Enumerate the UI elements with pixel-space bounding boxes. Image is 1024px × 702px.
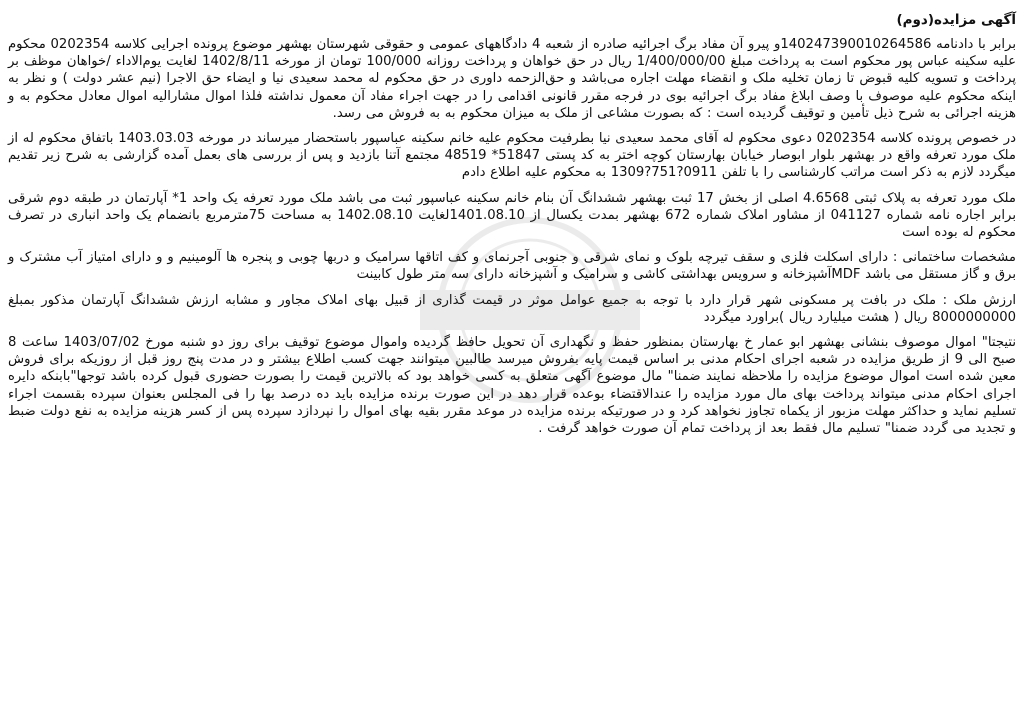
paragraph-property-value: ارزش ملک : ملک در بافت پر مسکونی شهر قرار دارد با توجه به جمیع عوامل موثر در قیمت گذاری از قبیل بهای املاک مجاور و مشابه ارزش ششدانگ آپارتمان مذکور بمبلغ 8000000000 ریال ( هشت میلیارد ریال )براورد میگردد <box>8 292 1016 325</box>
paragraph-auction-terms: نتیجتا" اموال موصوف بنشانی بهشهر ابو عمار خ بهارستان بمنظور حفظ و نگهداری آن تحویل حافظ گردیده واموال موضوع توقیف برای روز دو شنبه مورخ 1403/07/02 ساعت 8 صبح الی 9 از طریق مزایده در شعبه اجرای احکام مدنی بر اساس قیمت پایه بفروش میرسد طالبین میتوانند جهت کسب اطلاع بیشتر و در مدت پنج روز قبل از روزیکه برای فروش معین شده است اموال موضوع مزایده را ملاحظه نمایند ضمنا" مال موضوع آگهی متعلق به کسی خواهد بود که بالاترین قیمت را بصورت حضوری قبول کرده باشد توجها"بابنکه دایره اجرای احکام مدنی میتواند پرداخت بهای مال مورد مزایده را عندالاقتضاء بوعده قرار دهد در این صورت برنده مزایده باید ده درصد بها را فی المجلس بعنوان سپرده بقسمت اجراء تسلیم نماید و حداکثر مهلت مزبور از یکماه تجاوز نخواهد کرد و در صورتیکه برنده مزایده در موعد مقرر بقیه بهای اموال را نپردازد سپرده پس از کسر هزینه مزایده به نفع دولت ضبط و تجدید می گردد ضمنا" تسلیم مال فقط بعد از پرداخت تمام آن صورت خواهد گرفت . <box>8 335 1016 437</box>
paragraph-verdict: برابر با دادنامه 140247390010264586و پیرو آن مفاد برگ اجرائیه صادره از شعبه 4 دادگاههای عمومی و حقوقی شهرستان بهشهر موضوع پرونده اجرایی کلاسه 0202354 محکوم علیه سکینه عباس پور محکوم است به پرداخت مبلغ 1/400/000/00 ریال در حق خواهان و پرداخت روزانه 100/000 تومان از مورخه 1402/8/11 لغایت یوم‌الاداء /خواهان موظف بر پرداخت و تسویه کلیه قبوض تا زمان تخلیه ملک و انقضاء مهلت اجاره می‌باشد و حق‌الزحمه داوری در حق محکوم له محمد سعیدی نیا و ایضاء حق الاجرا (نیم عشر دولت ) و نظر به اینکه محکوم علیه موصوف با وصف ابلاغ مفاد برگ اجرائیه بوی در فرجه مقرر قانونی اقدامی را در جهت اجراء مفاد آن معمول نداشته فلذا اموال مشارالیه اموال معادل محکوم به و هزینه اجرائی به شرح ذیل تأمین و توقیف گردیده است : که بصورت مشاعی از ملک به میزان محکوم به به فروش می رسد. <box>8 37 1016 121</box>
paragraph-building-specs: مشخصات ساختمانی : دارای اسکلت فلزی و سقف تیرچه بلوک و نمای شرقی و جنوبی آجرنمای و کف اتاقها سرامیک و دربها چوبی و پنجره ها آلومینیم و و دارای امتیاز آب مشترک و برق و گاز مستقل می باشد MDFآشپزخانه و سرویس بهداشتی کاشی و سرامیک و آشپزخانه دارای سه متر طول کابینت <box>8 250 1016 283</box>
paragraph-property-description: ملک مورد تعرفه به پلاک ثبتی 4.6568 اصلی از بخش 17 ثبت بهشهر ششدانگ آن بنام خانم سکینه عباسپور ثبت می باشد ملک مورد تعرفه یک واحد 1* آپارتمان در طبقه دوم شرقی برابر اجاره نامه شماره 041127 از مشاور املاک شماره 672 بهشهر بمدت یکسال از 1401.08.10لغایت 1402.08.10 به مساحت 75مترمربع بانضمام یک واحد انباری در تصرف محکوم له بوده است <box>8 190 1016 241</box>
notice-title: آگهی مزایده(دوم) <box>896 12 1016 28</box>
paragraph-case-visit: در خصوص پرونده کلاسه 0202354 دعوی محکوم له آقای محمد سعیدی نیا بطرفیت محکوم علیه خانم سکینه عباسپور باستحضار میرساند در مورخه 1403.03.03 باتفاق محکوم له از ملک مورد تعرفه واقع در بهشهر بلوار ابوصار خیابان بهارستان کوچه اختر به کد پستی 51847* 48519 مجتمع آتنا بازدید و پس از بررسی های بعمل آمده گزارشی به شرح زیر تقدیم میگردد لازم به ذکر است مراتب کارشناسی را با تلفن 0911?751?1309 به محکوم علیه اطلاع دادم <box>8 131 1017 181</box>
